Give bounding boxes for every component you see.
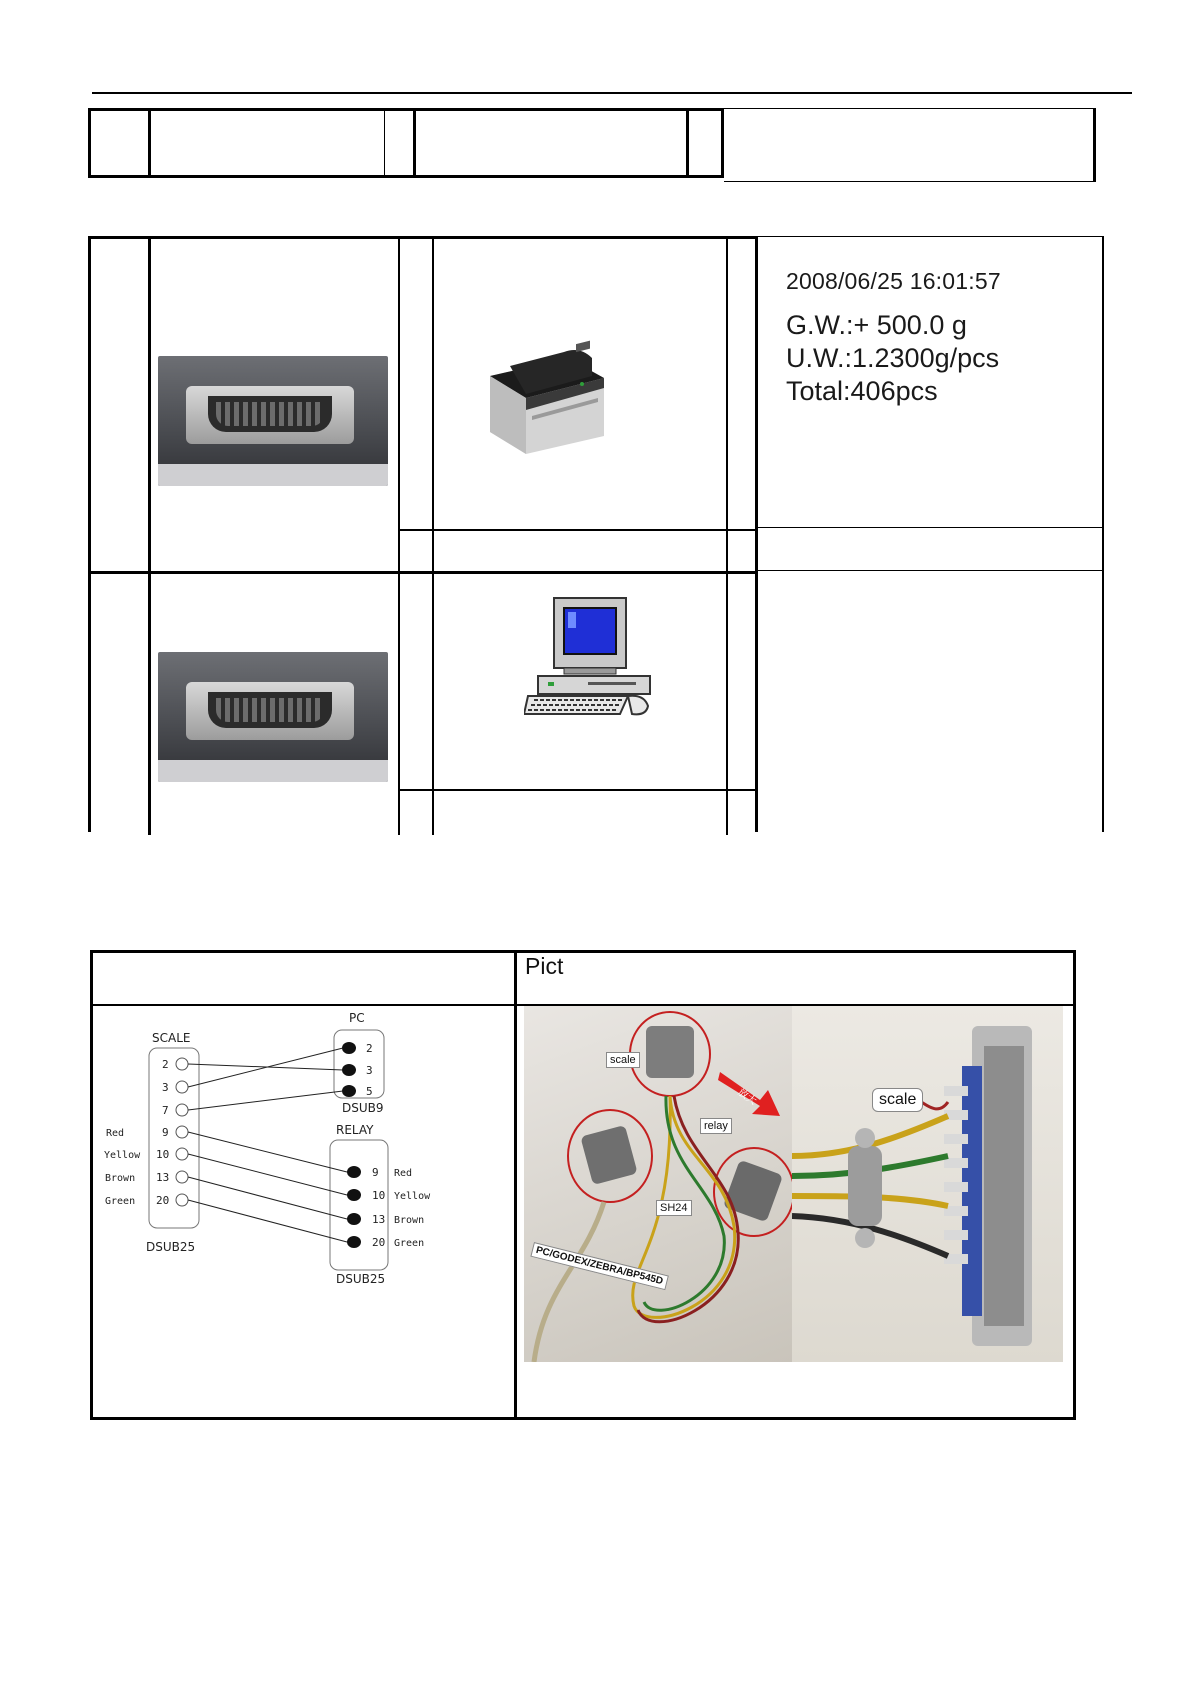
- wire-color-label: Yellow: [394, 1191, 431, 1202]
- scale-zoom-tag: scale: [872, 1088, 923, 1112]
- scale-pin-label: 2: [162, 1058, 169, 1071]
- page-top-rule: [92, 92, 1132, 94]
- pc-pin-label: 5: [366, 1085, 373, 1098]
- pc-pins: [342, 1042, 373, 1098]
- wire-color-label: Green: [394, 1238, 425, 1249]
- scale-pin-label: 10: [156, 1148, 170, 1161]
- wire-color-label: Brown: [105, 1173, 136, 1184]
- scale-tag: scale: [606, 1052, 640, 1068]
- rs232-port-photo: [158, 652, 388, 782]
- relay-pin-label: 20: [372, 1236, 386, 1249]
- rs232-port-photo: [158, 356, 388, 486]
- connector-closeup-photo: [792, 1006, 1063, 1362]
- scale-pins: [156, 1058, 188, 1207]
- label-printer-icon: [480, 328, 612, 456]
- scale-pin-label: 7: [162, 1104, 169, 1117]
- relay-pin-label: 13: [372, 1213, 386, 1226]
- wire-color-label: Red: [106, 1128, 125, 1139]
- wires: [188, 1048, 347, 1242]
- scale-pin-label: 20: [156, 1194, 170, 1207]
- scale-pin-label: 9: [162, 1126, 169, 1139]
- scale-printout: [786, 268, 1001, 408]
- dsub25-scale-label: DSUB25: [146, 1240, 196, 1254]
- relay-pin-label: 10: [372, 1189, 386, 1202]
- relay-connector-label: RELAY: [336, 1123, 374, 1137]
- printout-total: Total:406pcs: [786, 376, 938, 406]
- pc-connector-label: PC: [349, 1011, 365, 1025]
- printer-model-tag: PC/GODEX/ZEBRA/BP545D: [530, 1242, 668, 1290]
- wire-color-label: Yellow: [104, 1150, 141, 1161]
- dsub9-label: DSUB9: [342, 1101, 384, 1115]
- sh24-tag: SH24: [656, 1200, 692, 1216]
- picture-column-header: Pict: [525, 953, 564, 979]
- header-table: [88, 108, 724, 178]
- pc-computer-icon: [524, 596, 656, 722]
- relay-pins: [347, 1166, 431, 1249]
- wiring-schematic: [100, 1006, 500, 1296]
- relay-tag: relay: [700, 1118, 732, 1134]
- relay-pin-label: 9: [372, 1166, 379, 1179]
- scale-pin-label: 13: [156, 1171, 170, 1184]
- scale-connector-label: SCALE: [152, 1031, 191, 1045]
- wire-color-label: Green: [105, 1196, 136, 1207]
- printout-datetime: 2008/06/25 16:01:57: [786, 268, 1001, 294]
- wire-color-label: Brown: [394, 1215, 425, 1226]
- pc-pin-label: 3: [366, 1064, 373, 1077]
- header-table-right-cell: [724, 108, 1096, 182]
- scale-pin-label: 3: [162, 1081, 169, 1094]
- pc-pin-label: 2: [366, 1042, 373, 1055]
- cable-harness-photo: [524, 1006, 792, 1362]
- dsub25-relay-label: DSUB25: [336, 1272, 386, 1286]
- printout-gross-weight: G.W.:+ 500.0 g: [786, 310, 967, 340]
- printout-unit-weight: U.W.:1.2300g/pcs: [786, 343, 1000, 373]
- zoom-arrow-label: 放大: [735, 1087, 759, 1108]
- wire-color-label: Red: [394, 1168, 413, 1179]
